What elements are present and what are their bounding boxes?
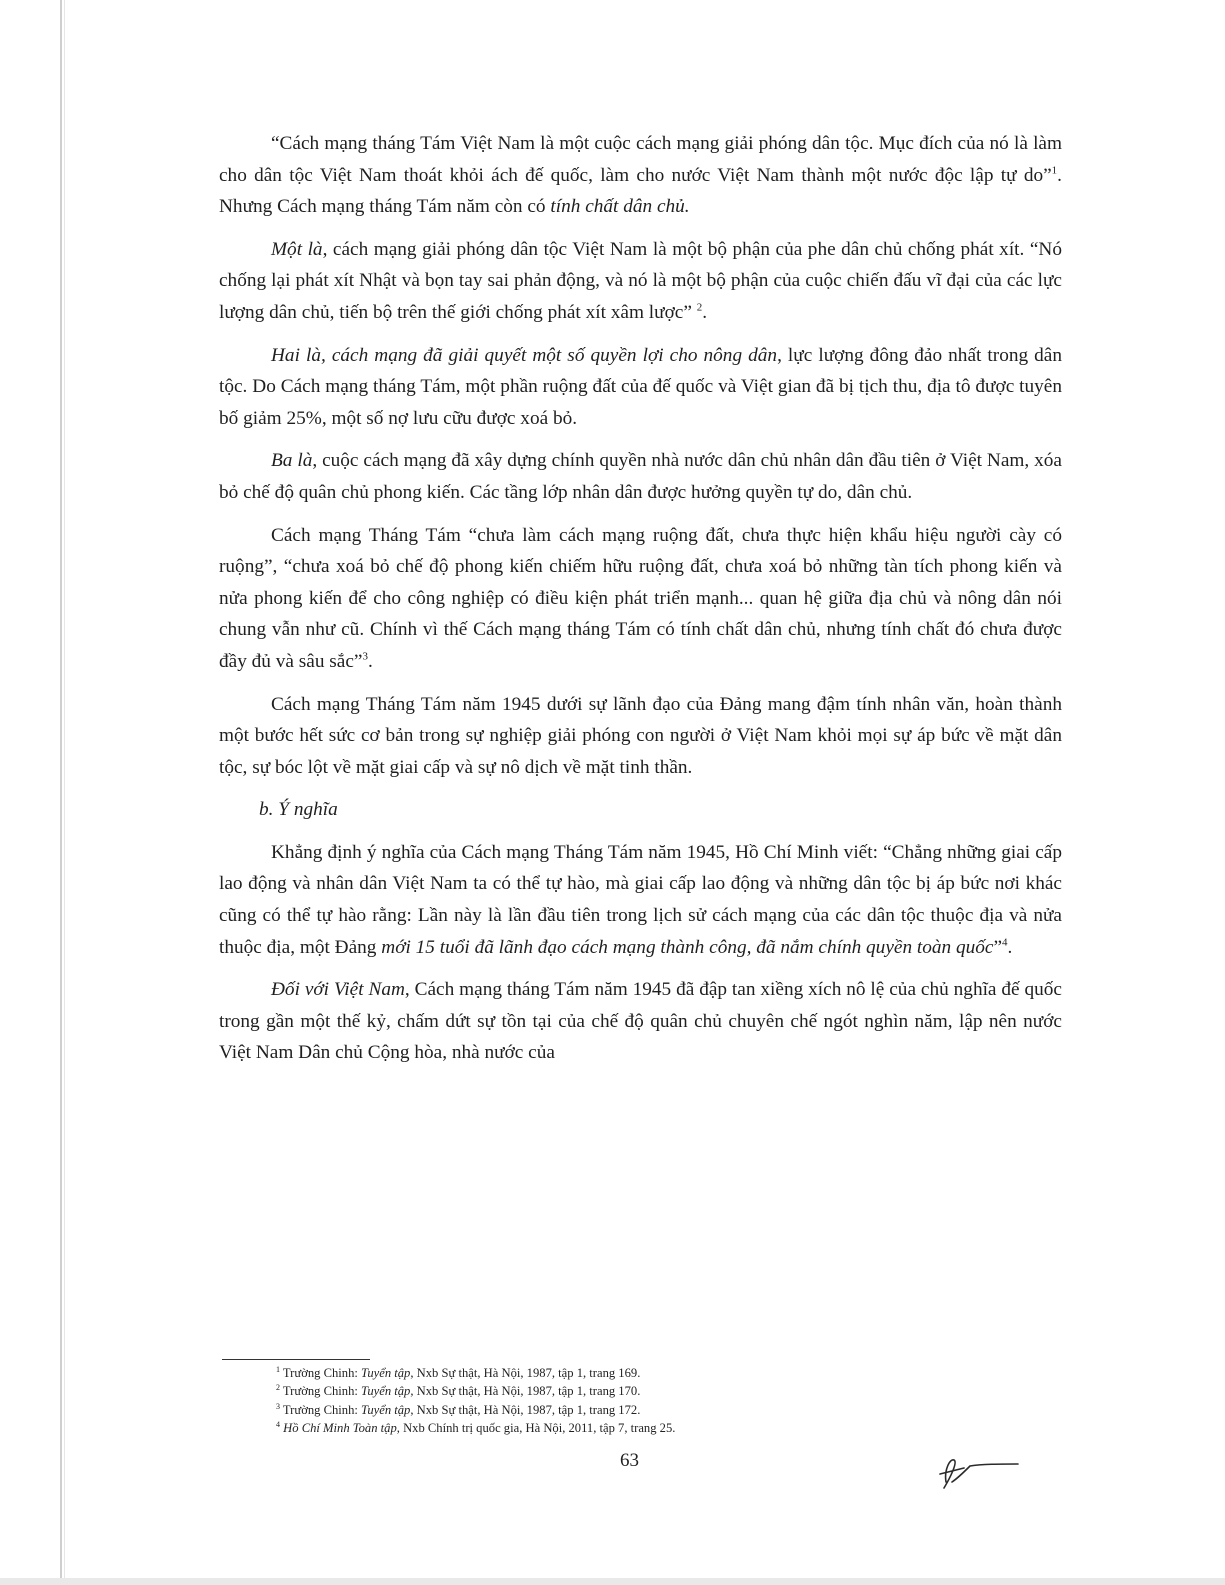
footnote-3: $^3$ Trường Chinh: Tuyển tập, Nxb Sự thật, Hà Nội, 1987, tập 1, trang 172.: [276, 1401, 641, 1417]
footnote-ref-3: 3: [362, 650, 368, 663]
handwritten-signature: [930, 1448, 1020, 1494]
paragraph-6: Cách mạng Tháng Tám năm 1945 dưới sự lãnh đạo của Đảng mang đậm tính nhân văn, hoàn thành một bước hết sức cơ bản trong sự nghiệp giải phóng con người ở Việt Nam khỏi mọi sự áp bức về mặt dân tộc, sự bóc lột về mặt giai cấp và sự nô dịch về mặt tinh thần.: [219, 693, 1062, 778]
paragraph-1: “Cách mạng tháng Tám Việt Nam là một cuộc cách mạng giải phóng dân tộc. Mục đích của nó là làm cho dân tộc Việt Nam thoát khỏi ách đế quốc, làm cho nước Việt Nam thành một nước độc lập tự do”$^1$. Nhưng Cách mạng tháng Tám năm còn có tính chất dân chủ.: [219, 133, 1062, 218]
paragraph-7: Khẳng định ý nghĩa của Cách mạng Tháng Tám năm 1945, Hồ Chí Minh viết: “Chẳng những giai cấp lao động và nhân dân Việt Nam ta có thể tự hào, mà giai cấp lao động và những dân tộc bị áp bức nơi khác cũng có thể tự hào rằng: Lần này là lần đầu tiên trong lịch sử cách mạng của các dân tộc thuộc địa và nửa thuộc địa, một Đảng mới 15 tuổi đã lãnh đạo cách mạng thành công, đã nắm chính quyền toàn quốc”$^4$.: [219, 841, 1062, 958]
footnote-ref-4: 4: [1002, 936, 1008, 949]
section-heading: b. Ý nghĩa: [259, 799, 338, 821]
paragraph-3: Hai là, cách mạng đã giải quyết một số quyền lợi cho nông dân, lực lượng đông đảo nhất trong dân tộc. Do Cách mạng tháng Tám, một phần ruộng đất của đế quốc và Việt gian đã bị tịch thu, địa tô được tuyên bố giảm 25%, một số nợ lưu cữu được xoá bỏ.: [219, 344, 1062, 429]
paragraph-4: Ba là, cuộc cách mạng đã xây dựng chính quyền nhà nước dân chủ nhân dân đầu tiên ở Việt Nam, xóa bỏ chế độ quân chủ phong kiến. Các tầng lớp nhân dân được hưởng quyền tự do, dân chủ.: [219, 450, 1062, 503]
page-bottom-edge: [0, 1578, 1225, 1585]
footnote-4: $^4$ Hồ Chí Minh Toàn tập, Nxb Chính trị quốc gia, Hà Nội, 2011, tập 7, trang 25.: [276, 1419, 676, 1435]
footnote-ref-2: 2: [696, 301, 703, 314]
footnote-ref-1: 1: [1051, 164, 1058, 177]
page-body: [219, 128, 1062, 1080]
footnote-1: $^1$ Trường Chinh: Tuyển tập, Nxb Sự thật, Hà Nội, 1987, tập 1, trang 169.: [276, 1364, 641, 1380]
footnotes: [276, 1364, 976, 1437]
paragraph-5: Cách mạng Tháng Tám “chưa làm cách mạng ruộng đất, chưa thực hiện khẩu hiệu người cày có ruộng”, “chưa xoá bỏ chế độ phong kiến chiếm hữu ruộng đất, chưa xoá bỏ những tàn tích phong kiến và nửa phong kiến để cho công nghiệp có điều kiện phát triển mạnh... quan hệ giữa địa chủ và nông dân nói chung vẫn như cũ. Chính vì thế Cách mạng tháng Tám có tính chất dân chủ, nhưng tính chất đó chưa được đầy đủ và sâu sắc”$^3$.: [219, 524, 1062, 672]
footnote-separator: [222, 1359, 370, 1360]
page-binding-edge: [60, 0, 62, 1585]
footnote-2: $^2$ Trường Chinh: Tuyển tập, Nxb Sự thật, Hà Nội, 1987, tập 1, trang 170.: [276, 1383, 641, 1399]
paragraph-2: Một là, cách mạng giải phóng dân tộc Việt Nam là một bộ phận của phe dân chủ chống phát xít. “Nó chống lại phát xít Nhật và bọn tay sai phản động, và nó là một bộ phận của cuộc chiến đấu vĩ đại của các lực lượng dân chủ, tiến bộ trên thế giới chống phát xít xâm lược” $^2$.: [219, 238, 1062, 323]
page-number: 63: [620, 1450, 639, 1471]
page-binding-shadow: [64, 0, 65, 1585]
paragraph-8: Đối với Việt Nam, Cách mạng tháng Tám năm 1945 đã đập tan xiềng xích nô lệ của chủ nghĩa đế quốc trong gần một thế kỷ, chấm dứt sự tồn tại của chế độ quân chủ chuyên chế ngót nghìn năm, lập nên nước Việt Nam Dân chủ Cộng hòa, nhà nước của: [219, 979, 1062, 1064]
